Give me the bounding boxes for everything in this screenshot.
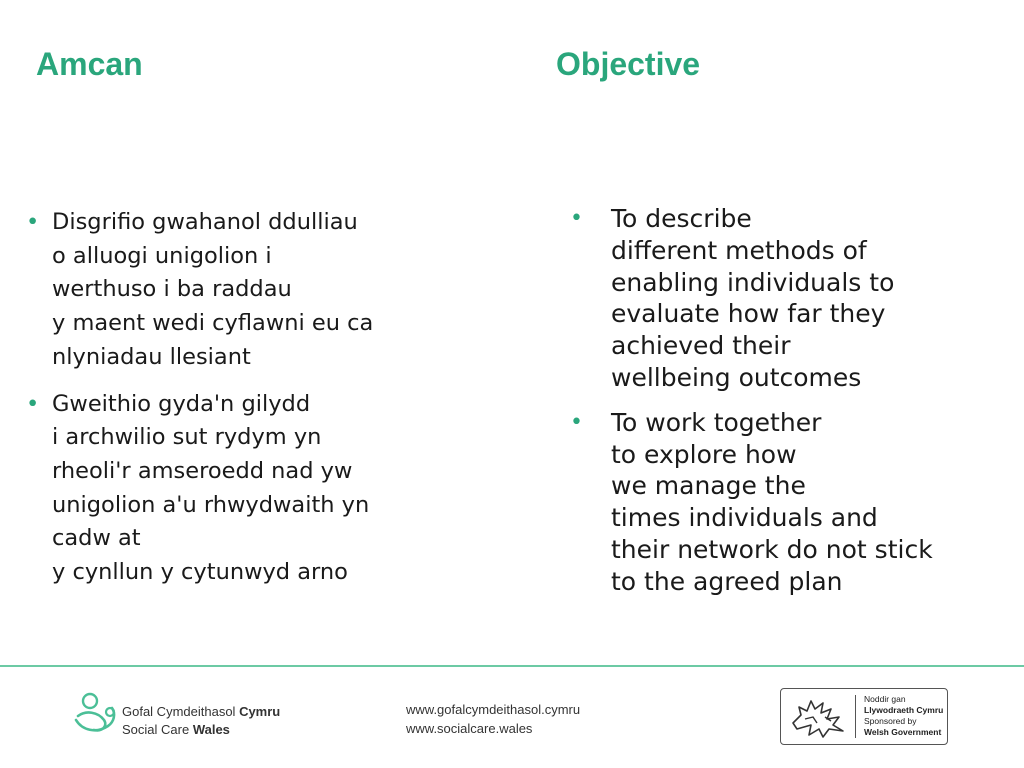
bullet-marker: • xyxy=(570,409,583,435)
org-name-welsh: Gofal Cymdeithasol xyxy=(122,704,240,719)
welsh-bullet-list xyxy=(26,206,446,603)
bullet-text-line: their network do not stick xyxy=(611,534,933,564)
left-heading: Amcan xyxy=(36,46,143,82)
url-welsh: www.gofalcymdeithasol.cymru xyxy=(406,702,581,717)
bullet-text-line: To describe xyxy=(611,204,752,233)
sponsor-welsh-name: Llywodraeth Cymru xyxy=(864,705,944,715)
bullet-text-line: to explore how xyxy=(611,439,797,469)
url-english: www.socialcare.wales xyxy=(406,721,533,736)
bullet-text-line: rheoli'r amseroedd nad yw xyxy=(52,457,353,484)
welsh-government-logo xyxy=(780,688,948,745)
english-bullet-item xyxy=(570,407,1000,598)
people-logo-icon xyxy=(72,690,120,738)
org-name-welsh-bold: Cymru xyxy=(239,704,281,719)
welsh-bullet-item xyxy=(26,388,446,590)
bullet-text-line: different methods of xyxy=(611,235,867,265)
bullet-text-line: achieved their xyxy=(611,331,791,361)
bullet-text-line: o alluogi unigolion i xyxy=(52,242,272,269)
bullet-text-line: Gweithio gyda'n gilydd xyxy=(52,390,311,417)
bullet-text-line: Disgrifio gwahanol ddulliau xyxy=(52,209,358,235)
welsh-dragon-icon xyxy=(787,693,851,741)
footer-divider xyxy=(0,665,1024,667)
org-name-english-bold: Wales xyxy=(192,722,230,737)
social-care-wales-logo xyxy=(72,690,292,740)
bullet-text-line: to the agreed plan xyxy=(611,566,843,596)
bullet-text-line: werthuso i ba raddau xyxy=(52,276,292,303)
bullet-text-line: times individuals and xyxy=(611,503,878,533)
org-name-english: Social Care xyxy=(122,722,193,737)
sponsor-english-name: Welsh Government xyxy=(864,727,942,737)
footer-urls xyxy=(406,700,580,738)
english-bullet-item xyxy=(570,203,1000,394)
bullet-marker: • xyxy=(26,390,40,417)
bullet-text-line: y maent wedi cyflawni eu ca xyxy=(52,310,374,337)
bullet-text-line: cadw at xyxy=(52,525,141,552)
bullet-marker: • xyxy=(26,209,40,235)
english-bullet-list xyxy=(570,203,1000,611)
bullet-text-line: i archwilio sut rydym yn xyxy=(52,424,322,451)
bullet-marker: • xyxy=(570,206,583,231)
sponsor-english-label: Sponsored by xyxy=(864,716,917,726)
bullet-text-line: wellbeing outcomes xyxy=(611,362,862,392)
bullet-text-line: we manage the xyxy=(611,471,806,501)
bullet-text-line: To work together xyxy=(611,407,822,437)
bullet-text-line: enabling individuals to xyxy=(611,267,895,297)
sponsor-welsh-label: Noddir gan xyxy=(864,694,906,704)
bullet-text-line: nlyniadau llesiant xyxy=(52,343,251,370)
bullet-text-line: unigolion a'u rhwydwaith yn xyxy=(52,491,370,518)
right-heading: Objective xyxy=(556,46,701,82)
welsh-bullet-item xyxy=(26,206,446,375)
bullet-text-line: y cynllun y cytunwyd arno xyxy=(52,559,348,586)
bullet-text-line: evaluate how far they xyxy=(611,299,886,329)
gov-logo-divider xyxy=(855,695,856,738)
